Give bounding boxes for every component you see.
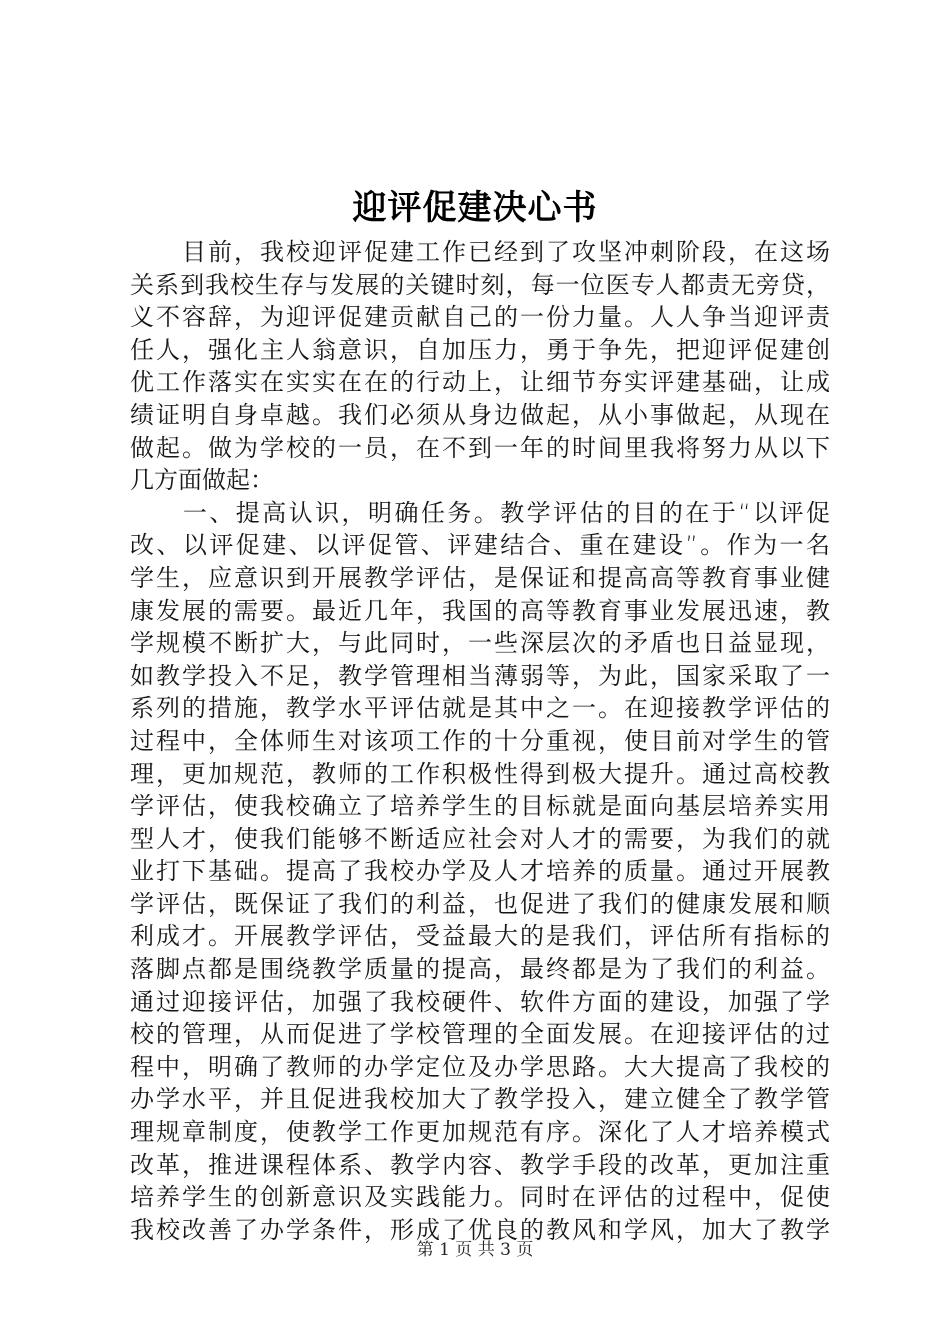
body-line: 义不容辞，为迎评促建贡献自己的一份力量。人人争当迎评责 (130, 303, 830, 332)
body-line: 改、以评促建、以评促管、评建结合、重在建设”。作为一名 (130, 531, 830, 560)
body-line: 程中，明确了教师的办学定位及办学思路。大大提高了我校的 (130, 1052, 830, 1081)
body-line: 绩证明自身卓越。我们必须从身边做起，从小事做起，从现在 (130, 400, 830, 429)
body-line: 目前，我校迎评促建工作已经到了攻坚冲刺阶段，在这场 (130, 238, 830, 266)
document-title: 迎评促建决心书 (352, 188, 598, 228)
body-line: 利成才。开展教学评估，受益最大的是我们，评估所有指标的 (130, 922, 830, 951)
body-line: 我校改善了办学条件，形成了优良的教风和学风，加大了教学 (130, 1215, 830, 1244)
body-line: 通过迎接评估，加强了我校硬件、软件方面的建设，加强了学 (130, 987, 830, 1016)
body-line: 几方面做起： (130, 466, 274, 495)
body-line: 任人，强化主人翁意识，自加压力，勇于争先，把迎评促建创 (130, 335, 830, 364)
body-line: 理规章制度，使教学工作更加规范有序。深化了人才培养模式 (130, 1118, 830, 1147)
body-line: 一、提高认识，明确任务。教学评估的目的在于“以评促 (130, 498, 830, 527)
body-line: 改革，推进课程体系、教学内容、教学手段的改革，更加注重 (130, 1150, 830, 1179)
body-line: 培养学生的创新意识及实践能力。同时在评估的过程中，促使 (130, 1183, 830, 1212)
body-line: 落脚点都是围绕教学质量的提高，最终都是为了我们的利益。 (130, 955, 830, 984)
body-line: 业打下基础。提高了我校办学及人才培养的质量。通过开展教 (130, 857, 830, 886)
body-line: 做起。做为学校的一员，在不到一年的时间里我将努力从以下 (130, 433, 830, 462)
body-line: 办学水平，并且促进我校加大了教学投入，建立健全了教学管 (130, 1085, 830, 1114)
document-body (130, 236, 830, 1246)
body-line: 系列的措施，教学水平评估就是其中之一。在迎接教学评估的 (130, 694, 830, 723)
body-line: 学评估，既保证了我们的利益，也促进了我们的健康发展和顺 (130, 889, 830, 918)
body-line: 学生，应意识到开展教学评估，是保证和提高高等教育事业健 (130, 563, 830, 592)
body-line: 如教学投入不足，教学管理相当薄弱等，为此，国家采取了一 (130, 661, 830, 690)
body-line: 关系到我校生存与发展的关键时刻，每一位医专人都责无旁贷， (130, 270, 830, 299)
body-line: 康发展的需要。最近几年，我国的高等教育事业发展迅速，教 (130, 596, 830, 625)
body-line: 理，更加规范，教师的工作积极性得到极大提升。通过高校教 (130, 759, 830, 788)
body-line: 过程中，全体师生对该项工作的十分重视，使目前对学生的管 (130, 726, 830, 755)
body-line: 校的管理，从而促进了学校管理的全面发展。在迎接评估的过 (130, 1020, 830, 1049)
page-number-footer: 第 1 页 共 3 页 (416, 1240, 534, 1260)
body-line: 学评估，使我校确立了培养学生的目标就是面向基层培养实用 (130, 792, 830, 821)
body-line: 学规模不断扩大，与此同时，一些深层次的矛盾也日益显现， (130, 629, 830, 658)
body-line: 型人才，使我们能够不断适应社会对人才的需要，为我们的就 (130, 824, 830, 853)
body-line: 优工作落实在实实在在的行动上，让细节夯实评建基础，让成 (130, 368, 830, 397)
